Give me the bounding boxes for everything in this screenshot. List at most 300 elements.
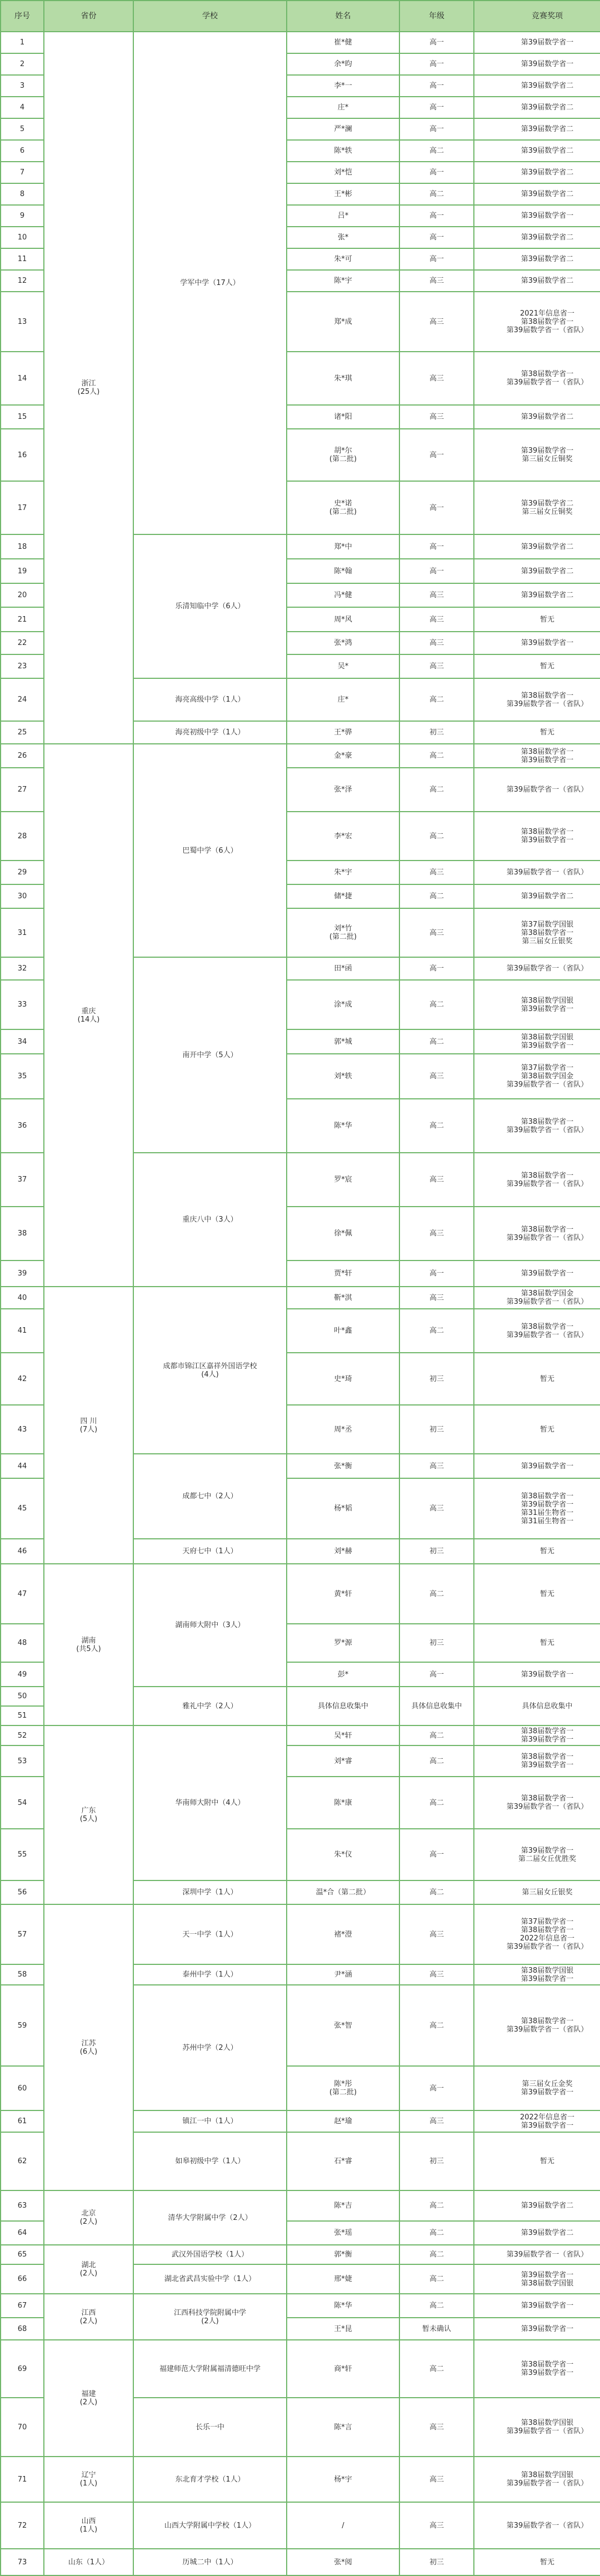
grade-cell: 高二 <box>399 2294 474 2318</box>
row-number: 56 <box>1 1880 44 1904</box>
row-number: 15 <box>1 405 44 429</box>
row-number: 50 <box>1 1687 44 1706</box>
award-cell: 第38届数学国银 第39届数学省一 <box>474 980 600 1029</box>
student-name: 郑*中 <box>287 534 399 559</box>
row-number: 62 <box>1 2132 44 2190</box>
award-cell: 第39届数学省一 第二届女丘优胜奖 <box>474 1829 600 1880</box>
student-name: 陈*华 <box>287 1099 399 1153</box>
grade-cell: 高一 <box>399 162 474 183</box>
award-cell: 第39届数学省二 <box>474 118 600 140</box>
award-cell: 第39届数学省二 <box>474 227 600 248</box>
row-number: 70 <box>1 2398 44 2457</box>
award-cell: 第38届数学省一 第39届数学省一（省队） <box>474 1777 600 1829</box>
award-cell: 第38届数学省一 第39届数学省一 <box>474 2340 600 2398</box>
student-name: 李*宏 <box>287 812 399 861</box>
award-cell: 暂无 <box>474 607 600 632</box>
grade-cell: 高三 <box>399 2502 474 2549</box>
row-number: 11 <box>1 248 44 270</box>
award-cell: 第39届数学省二 第三届女丘铜奖 <box>474 481 600 534</box>
table-row <box>1 32 600 53</box>
student-name: 田*函 <box>287 957 399 980</box>
award-cell: 第38届数学省一 第39届数学省一 <box>474 1725 600 1745</box>
school-cell: 海亮初级中学（1人） <box>133 721 287 744</box>
row-number: 26 <box>1 744 44 768</box>
province-cell: 广东 (5人) <box>44 1725 133 1904</box>
school-cell: 南开中学（5人） <box>133 957 287 1153</box>
table-row <box>1 1287 600 1309</box>
student-name: 张*瑶 <box>287 2221 399 2245</box>
school-cell: 雅礼中学（2人） <box>133 1687 287 1725</box>
student-name: 庄* <box>287 97 399 118</box>
school-cell: 天府七中（1人） <box>133 1539 287 1564</box>
grade-cell: 高一 <box>399 429 474 481</box>
row-number: 63 <box>1 2190 44 2221</box>
student-name: 张*衡 <box>287 1454 399 1478</box>
grade-cell: 高三 <box>399 1054 474 1099</box>
province-cell: 江苏 (6人) <box>44 1904 133 2190</box>
table-row <box>1 2294 600 2318</box>
grade-cell: 初三 <box>399 1624 474 1662</box>
row-number: 5 <box>1 118 44 140</box>
grade-cell: 高二 <box>399 980 474 1029</box>
row-number: 49 <box>1 1662 44 1687</box>
grade-cell: 高三 <box>399 2457 474 2502</box>
school-cell: 乐清知临中学（6人） <box>133 534 287 678</box>
row-number: 18 <box>1 534 44 559</box>
grade-cell: 高二 <box>399 744 474 768</box>
student-name: 吴* <box>287 654 399 678</box>
row-number: 6 <box>1 140 44 162</box>
award-cell: 第38届数学省一 第39届数学省一（省队） <box>474 1099 600 1153</box>
award-cell: 暂无 <box>474 721 600 744</box>
grade-cell: 高三 <box>399 270 474 292</box>
award-cell: 第38届数学省一 第39届数学省一（省队） <box>474 352 600 405</box>
student-name: 罗*源 <box>287 1624 399 1662</box>
header-school: 学校 <box>133 1 287 32</box>
student-name: 张*鸿 <box>287 632 399 654</box>
row-number: 57 <box>1 1904 44 1964</box>
award-cell: 第39届数学省二 <box>474 534 600 559</box>
grade-cell: 高二 <box>399 1309 474 1353</box>
grade-cell: 高二 <box>399 768 474 812</box>
student-name: 罗*宸 <box>287 1153 399 1207</box>
student-name: 李*一 <box>287 75 399 97</box>
row-number: 30 <box>1 884 44 908</box>
grade-cell: 高二 <box>399 2245 474 2264</box>
award-cell: 第39届数学省一（省队） <box>474 2245 600 2264</box>
student-name: 史*诺 (第二批) <box>287 481 399 534</box>
grade-cell: 高二 <box>399 140 474 162</box>
grade-cell: 高二 <box>399 2190 474 2221</box>
student-name: 冯*健 <box>287 583 399 607</box>
award-cell: 第39届数学省二 <box>474 270 600 292</box>
grade-cell: 高二 <box>399 1745 474 1777</box>
grade-cell: 初三 <box>399 721 474 744</box>
student-name: 陈*华 <box>287 2294 399 2318</box>
row-number: 45 <box>1 1478 44 1539</box>
grade-cell: 高二 <box>399 1099 474 1153</box>
student-name: 郭*衡 <box>287 2245 399 2264</box>
student-name: 陈*宇 <box>287 270 399 292</box>
award-cell: 第38届数学国金 第39届数学省一（省队） <box>474 1287 600 1309</box>
student-name: 张*泽 <box>287 768 399 812</box>
award-cell: 第39届数学省二 <box>474 405 600 429</box>
row-number: 34 <box>1 1029 44 1054</box>
student-name: 陈*彤 (第二批) <box>287 2066 399 2110</box>
award-cell: 第39届数学省一（省队） <box>474 2502 600 2549</box>
award-cell: 暂无 <box>474 654 600 678</box>
grade-cell: 高二 <box>399 2264 474 2294</box>
student-name: 余*昀 <box>287 53 399 75</box>
grade-cell: 高三 <box>399 654 474 678</box>
grade-cell: 高三 <box>399 1207 474 1261</box>
school-cell: 湖南师大附中（3人） <box>133 1564 287 1687</box>
province-cell: 山东（1人） <box>44 2549 133 2575</box>
award-cell: 第39届数学省二 <box>474 583 600 607</box>
grade-cell: 高三 <box>399 632 474 654</box>
grade-cell: 高二 <box>399 183 474 205</box>
grade-cell: 高一 <box>399 1662 474 1687</box>
student-name: 吴*轩 <box>287 1725 399 1745</box>
school-cell: 泰州中学（1人） <box>133 1964 287 1985</box>
row-number: 4 <box>1 97 44 118</box>
province-cell: 湖南 (共5人) <box>44 1564 133 1725</box>
grade-cell: 高二 <box>399 812 474 861</box>
grade-cell: 高二 <box>399 1985 474 2066</box>
row-number: 29 <box>1 861 44 884</box>
student-name: 贾*轩 <box>287 1261 399 1287</box>
grade-cell: 高三 <box>399 1287 474 1309</box>
school-cell: 如皋初级中学（1人） <box>133 2132 287 2190</box>
table-row <box>1 1904 600 1964</box>
award-cell: 暂无 <box>474 2549 600 2575</box>
award-cell: 第38届数学国银 第39届数学省一（省队） <box>474 2398 600 2457</box>
header-award: 竞赛奖项 <box>474 1 600 32</box>
grade-cell: 高三 <box>399 908 474 957</box>
table-row <box>1 2502 600 2549</box>
award-cell: 第39届数学省二 <box>474 248 600 270</box>
province-cell: 江西 (2人) <box>44 2294 133 2340</box>
award-cell: 第38届数学省一 第39届数学省一 <box>474 1745 600 1777</box>
student-name: 陈*翰 <box>287 559 399 583</box>
student-name: 刘*恺 <box>287 162 399 183</box>
grade-cell: 高一 <box>399 118 474 140</box>
school-cell: 深圳中学（1人） <box>133 1880 287 1904</box>
school-cell: 巴蜀中学（6人） <box>133 744 287 957</box>
row-number: 51 <box>1 1706 44 1725</box>
award-cell: 第37届数学省一 第38届数学国金 第39届数学省一（省队） <box>474 1054 600 1099</box>
header-grade: 年级 <box>399 1 474 32</box>
award-cell: 第39届数学省一 <box>474 205 600 227</box>
grade-cell: 初三 <box>399 2132 474 2190</box>
row-number: 68 <box>1 2318 44 2340</box>
student-name: 朱*仪 <box>287 1829 399 1880</box>
grade-cell: 高二 <box>399 1777 474 1829</box>
row-number: 20 <box>1 583 44 607</box>
award-cell: 第39届数学省二 <box>474 97 600 118</box>
student-name: 王*彬 <box>287 183 399 205</box>
student-name: 王*昆 <box>287 2318 399 2340</box>
province-cell: 重庆 (14人) <box>44 744 133 1287</box>
row-number: 32 <box>1 957 44 980</box>
school-cell: 武汉外国语学校（1人） <box>133 2245 287 2264</box>
row-number: 19 <box>1 559 44 583</box>
table-row <box>1 2549 600 2575</box>
school-cell: 华南师大附中（4人） <box>133 1725 287 1880</box>
row-number: 35 <box>1 1054 44 1099</box>
grade-cell: 高三 <box>399 2110 474 2132</box>
award-cell: 第38届数学省一 第39届数学省一（省队） <box>474 1985 600 2066</box>
row-number: 47 <box>1 1564 44 1624</box>
student-name: / <box>287 2502 399 2549</box>
row-number: 17 <box>1 481 44 534</box>
grade-cell: 高一 <box>399 2066 474 2110</box>
row-number: 23 <box>1 654 44 678</box>
award-cell: 2021年信息省一 第38届数学省一 第39届数学省一（省队） <box>474 292 600 352</box>
table-row <box>1 2340 600 2398</box>
row-number: 22 <box>1 632 44 654</box>
row-number: 69 <box>1 2340 44 2398</box>
student-name: 褚*澄 <box>287 1904 399 1964</box>
row-number: 42 <box>1 1353 44 1405</box>
table-row <box>1 1725 600 1745</box>
row-number: 53 <box>1 1745 44 1777</box>
student-name: 杨*韬 <box>287 1478 399 1539</box>
student-name: 王*骅 <box>287 721 399 744</box>
school-cell: 福建师范大学附属福清德旺中学 <box>133 2340 287 2398</box>
student-name: 黄*轩 <box>287 1564 399 1624</box>
award-cell: 暂无 <box>474 1624 600 1662</box>
award-cell: 第37届数学省一 第38届数学省一 2022年信息省一 第39届数学省一（省队） <box>474 1904 600 1964</box>
row-number: 40 <box>1 1287 44 1309</box>
school-cell: 历城二中（1人） <box>133 2549 287 2575</box>
header-province: 省份 <box>44 1 133 32</box>
award-cell: 第39届数学省一 第38届数学国银 <box>474 2264 600 2294</box>
award-cell: 第39届数学省二 <box>474 75 600 97</box>
row-number: 28 <box>1 812 44 861</box>
student-name: 赵*瑜 <box>287 2110 399 2132</box>
student-name: 张*智 <box>287 1985 399 2066</box>
grade-cell: 高一 <box>399 227 474 248</box>
grade-cell: 高二 <box>399 1564 474 1624</box>
award-cell: 第39届数学省一（省队） <box>474 768 600 812</box>
award-cell: 第39届数学省二 <box>474 559 600 583</box>
header-name: 姓名 <box>287 1 399 32</box>
student-name: 吕* <box>287 205 399 227</box>
province-cell: 四 川 (7人) <box>44 1287 133 1564</box>
row-number: 37 <box>1 1153 44 1207</box>
grade-cell: 高三 <box>399 1904 474 1964</box>
award-cell: 第39届数学省二 <box>474 2221 600 2245</box>
grade-cell: 初三 <box>399 1353 474 1405</box>
student-name: 郭*城 <box>287 1029 399 1054</box>
student-name: 靳*淇 <box>287 1287 399 1309</box>
table-body <box>1 32 600 2575</box>
row-number: 12 <box>1 270 44 292</box>
grade-cell: 高三 <box>399 352 474 405</box>
award-cell: 第37届数学国银 第38届数学省一 第三届女丘银奖 <box>474 908 600 957</box>
award-cell: 第38届数学国银 第39届数学省一 <box>474 1029 600 1054</box>
award-cell: 第39届数学省二 <box>474 162 600 183</box>
student-name: 周*丞 <box>287 1405 399 1454</box>
row-number: 14 <box>1 352 44 405</box>
row-number: 46 <box>1 1539 44 1564</box>
award-cell: 暂无 <box>474 1539 600 1564</box>
student-name: 徐*佩 <box>287 1207 399 1261</box>
student-name: 刘*轶 <box>287 1054 399 1099</box>
row-number: 8 <box>1 183 44 205</box>
student-name: 具体信息收集中 <box>287 1687 399 1725</box>
row-number: 36 <box>1 1099 44 1153</box>
row-number: 73 <box>1 2549 44 2575</box>
student-name: 储*捷 <box>287 884 399 908</box>
grade-cell: 高三 <box>399 292 474 352</box>
school-cell: 东北育才学校（1人） <box>133 2457 287 2502</box>
grade-cell: 高二 <box>399 1029 474 1054</box>
grade-cell: 高一 <box>399 534 474 559</box>
student-name: 庄* <box>287 678 399 721</box>
grade-cell: 高一 <box>399 957 474 980</box>
grade-cell: 高一 <box>399 32 474 53</box>
award-cell: 第38届数学国银 第39届数学省一 <box>474 1964 600 1985</box>
student-name: 崔*健 <box>287 32 399 53</box>
student-name: 周*风 <box>287 607 399 632</box>
row-number: 52 <box>1 1725 44 1745</box>
student-name: 严*澜 <box>287 118 399 140</box>
grade-cell: 高一 <box>399 53 474 75</box>
award-cell: 第39届数学省一 <box>474 1454 600 1478</box>
student-name: 陈*康 <box>287 1777 399 1829</box>
row-number: 48 <box>1 1624 44 1662</box>
row-number: 64 <box>1 2221 44 2245</box>
grade-cell: 高三 <box>399 1964 474 1985</box>
row-number: 1 <box>1 32 44 53</box>
school-cell: 学军中学（17人） <box>133 32 287 534</box>
row-number: 71 <box>1 2457 44 2502</box>
student-name: 彭* <box>287 1662 399 1687</box>
student-name: 朱*琪 <box>287 352 399 405</box>
award-cell: 第39届数学省一（省队） <box>474 861 600 884</box>
province-cell: 福建 (2人) <box>44 2340 133 2457</box>
province-cell: 湖北 (2人) <box>44 2245 133 2294</box>
grade-cell: 高二 <box>399 884 474 908</box>
row-number: 72 <box>1 2502 44 2549</box>
award-cell: 第38届数学省一 第39届数学省一 <box>474 812 600 861</box>
school-cell: 长乐一中 <box>133 2398 287 2457</box>
row-number: 2 <box>1 53 44 75</box>
award-cell: 具体信息收集中 <box>474 1687 600 1725</box>
award-cell: 第39届数学省二 <box>474 2190 600 2221</box>
grade-cell: 初三 <box>399 1539 474 1564</box>
school-cell: 江西科技学院附属中学 (2人) <box>133 2294 287 2340</box>
grade-cell: 高三 <box>399 1454 474 1478</box>
award-cell: 暂无 <box>474 2132 600 2190</box>
award-cell: 第38届数学省一 第39届数学省一（省队） <box>474 1207 600 1261</box>
grade-cell: 高二 <box>399 1725 474 1745</box>
student-name: 张* <box>287 227 399 248</box>
grade-cell: 高一 <box>399 1261 474 1287</box>
student-name: 涂*成 <box>287 980 399 1029</box>
row-number: 44 <box>1 1454 44 1478</box>
row-number: 65 <box>1 2245 44 2264</box>
student-name: 石*睿 <box>287 2132 399 2190</box>
grade-cell: 高三 <box>399 1153 474 1207</box>
grade-cell: 高三 <box>399 583 474 607</box>
row-number: 10 <box>1 227 44 248</box>
award-cell: 第三届女丘金奖 第39届数学省一 <box>474 2066 600 2110</box>
row-number: 24 <box>1 678 44 721</box>
grade-cell: 高二 <box>399 2340 474 2398</box>
grade-cell: 高一 <box>399 97 474 118</box>
row-number: 13 <box>1 292 44 352</box>
award-cell: 第38届数学国银 第39届数学省一（省队） <box>474 2457 600 2502</box>
school-cell: 山西大学附属中学校（1人） <box>133 2502 287 2549</box>
school-cell: 清华大学附属中学（2人） <box>133 2190 287 2245</box>
student-name: 朱*可 <box>287 248 399 270</box>
school-cell: 重庆八中（3人） <box>133 1153 287 1287</box>
row-number: 38 <box>1 1207 44 1261</box>
province-cell: 山西 (1人) <box>44 2502 133 2549</box>
award-cell: 第39届数学省一 <box>474 2318 600 2340</box>
student-name: 胡*尔 (第二批) <box>287 429 399 481</box>
award-cell: 第39届数学省一 <box>474 632 600 654</box>
school-cell: 湖北省武昌实验中学（1人） <box>133 2264 287 2294</box>
student-name: 杨*宇 <box>287 2457 399 2502</box>
grade-cell: 高三 <box>399 405 474 429</box>
row-number: 25 <box>1 721 44 744</box>
school-cell: 海亮高级中学（1人） <box>133 678 287 721</box>
row-number: 41 <box>1 1309 44 1353</box>
student-name: 张*阅 <box>287 2549 399 2575</box>
row-number: 66 <box>1 2264 44 2294</box>
award-cell: 2022年信息省一 第39届数学省一 <box>474 2110 600 2132</box>
row-number: 55 <box>1 1829 44 1880</box>
student-name: 陈*轶 <box>287 140 399 162</box>
award-cell: 第38届数学省一 第39届数学省一 第31届生物省一 第31届生物省一 <box>474 1478 600 1539</box>
province-cell: 北京 (2人) <box>44 2190 133 2245</box>
grade-cell: 暂未确认 <box>399 2318 474 2340</box>
award-cell: 第39届数学省一 <box>474 1261 600 1287</box>
student-name: 陈*言 <box>287 2398 399 2457</box>
province-cell: 辽宁 (1人) <box>44 2457 133 2502</box>
student-name: 温*合（第二批） <box>287 1880 399 1904</box>
grade-cell: 初三 <box>399 2549 474 2575</box>
row-number: 67 <box>1 2294 44 2318</box>
header-no: 序号 <box>1 1 44 32</box>
award-cell: 暂无 <box>474 1405 600 1454</box>
award-cell: 第三届女丘银奖 <box>474 1880 600 1904</box>
student-name: 刘*竹 (第二批) <box>287 908 399 957</box>
award-cell: 第38届数学省一 第39届数学省一（省队） <box>474 1309 600 1353</box>
grade-cell: 高一 <box>399 1829 474 1880</box>
award-cell: 暂无 <box>474 1564 600 1624</box>
table-row <box>1 1564 600 1624</box>
student-name: 史*琦 <box>287 1353 399 1405</box>
award-cell: 第38届数学省一 第39届数学省一（省队） <box>474 1153 600 1207</box>
grade-cell: 高一 <box>399 248 474 270</box>
award-cell: 第39届数学省一（省队） <box>474 957 600 980</box>
grade-cell: 高一 <box>399 75 474 97</box>
table-row <box>1 2245 600 2264</box>
school-cell: 镇江一中（1人） <box>133 2110 287 2132</box>
award-cell: 第38届数学省一 第39届数学省一 <box>474 744 600 768</box>
school-cell: 成都七中（2人） <box>133 1454 287 1539</box>
row-number: 59 <box>1 1985 44 2066</box>
award-cell: 第39届数学省二 <box>474 183 600 205</box>
award-cell: 第38届数学省一 第39届数学省一（省队） <box>474 678 600 721</box>
student-name: 朱*宇 <box>287 861 399 884</box>
grade-cell: 高二 <box>399 1880 474 1904</box>
